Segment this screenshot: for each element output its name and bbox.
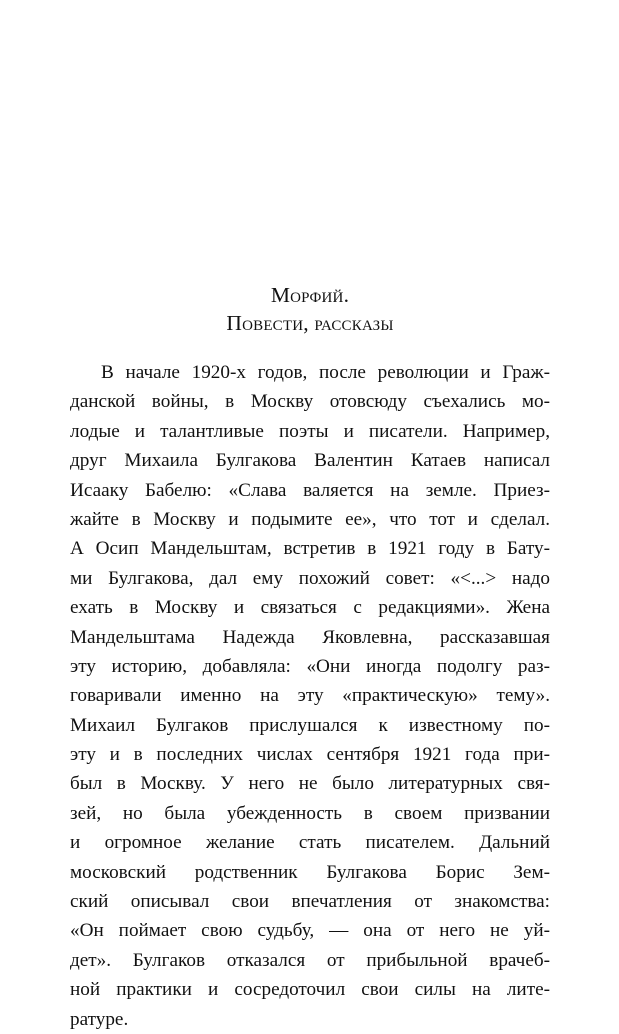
text-line: жайте в Москву и подымите ее», что тот и сделал. <box>70 508 550 530</box>
body-paragraph <box>70 358 550 1034</box>
heading-title: Морфий. <box>270 283 350 307</box>
text-line: дет». Булгаков отказался от прибыльной врачеб- <box>70 949 550 971</box>
text-line: друг Михаила Булгакова Валентин Катаев написал <box>70 450 550 472</box>
text-line: эту и в последних числах сентября 1921 года при- <box>70 744 550 766</box>
text-line: В начале 1920-х годов, после революции и Граж- <box>101 362 550 383</box>
text-line: говаривали именно на эту «практическую» тему». <box>70 685 550 707</box>
text-line: А Осип Мандельштам, встретив в 1921 году в Бату- <box>70 538 550 560</box>
text-line: ехать в Москву и связаться с редакциями». Жена <box>70 597 550 619</box>
section-heading <box>120 281 500 337</box>
text-line: Исааку Бабелю: «Слава валяется на земле. Приез- <box>70 479 550 501</box>
text-line: был в Москву. У него не было литературных свя- <box>70 773 550 795</box>
text-line: ратуре. <box>70 1008 129 1030</box>
text-line: Мандельштама Надежда Яковлевна, рассказавшая <box>70 626 550 648</box>
text-line: ми Булгакова, дал ему похожий совет: «<...> надо <box>70 567 550 589</box>
text-line: Михаил Булгаков прислушался к известному по- <box>70 714 550 736</box>
heading-subtitle: Повести, рассказы <box>226 311 394 335</box>
text-line: лодые и талантливые поэты и писатели. Например, <box>70 420 550 442</box>
text-line: ной практики и сосредоточил свои силы на лите- <box>70 979 550 1001</box>
text-line: данской войны, в Москву отовсюду съехались мо- <box>70 391 550 413</box>
text-line: московский родственник Булгакова Борис Зем- <box>70 861 550 883</box>
text-line: и огромное желание стать писателем. Дальний <box>70 832 550 854</box>
text-line: ский описывал свои впечатления от знакомства: <box>70 891 550 913</box>
text-line: эту историю, добавляла: «Они иногда подолгу раз- <box>70 655 550 677</box>
text-line: «Он поймает свою судьбу, — она от него не уй- <box>70 920 550 942</box>
text-line: зей, но была убежденность в своем призвании <box>70 802 550 824</box>
